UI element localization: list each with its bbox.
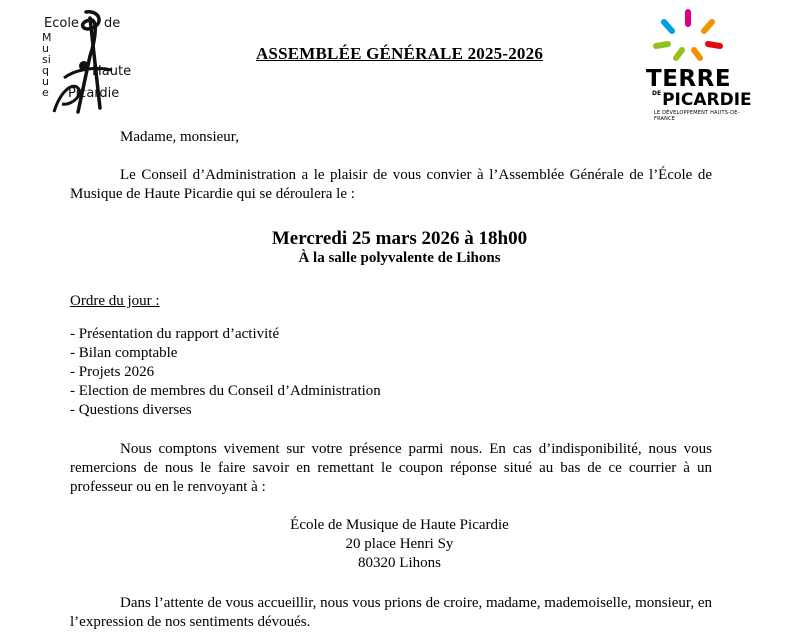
agenda-item: - Projets 2026 [70, 364, 155, 380]
school-logo-picardie: Picardie [68, 86, 120, 101]
closing-paragraph: Dans l’attente de vous accueillir, nous vous prions de croire, madame, mademoiselle, monsieur, en l’expression de nos sentiments dévoués. [70, 595, 712, 630]
region-logo-terre: TERRE [646, 66, 732, 92]
salutation: Madame, monsieur, [120, 129, 239, 145]
region-logo [636, 4, 752, 122]
school-logo-musique: Musique [42, 31, 52, 99]
agenda-list [70, 325, 381, 420]
region-logo-picardie-text: PICARDIE [662, 90, 752, 110]
postal-address [0, 516, 799, 573]
agenda-item: - Questions diverses [70, 402, 192, 418]
event-venue: À la salle polyvalente de Lihons [298, 250, 501, 266]
region-logo-picardie [652, 90, 752, 110]
agenda-item: - Présentation du rapport d’activité [70, 326, 280, 342]
address-street: 20 place Henri Sy [345, 536, 454, 552]
region-logo-de: DE [652, 90, 662, 97]
address-city: 80320 Lihons [358, 555, 441, 571]
page-title: ASSEMBLÉE GÉNÉRALE 2025-2026 [255, 44, 544, 63]
event-date: Mercredi 25 mars 2026 à 18h00 [271, 228, 528, 249]
address-name: École de Musique de Haute Picardie [290, 517, 509, 533]
agenda-heading: Ordre du jour : [70, 293, 160, 309]
agenda-item: - Election de membres du Conseil d’Administration [70, 383, 381, 399]
intro-paragraph: Le Conseil d’Administration a le plaisir de vous convier à l’Assemblée Générale de l’École de Musique de Haute Picardie qui se déroulera le : [70, 167, 712, 202]
agenda-item: - Bilan comptable [70, 345, 178, 361]
school-logo-de: de [104, 16, 121, 31]
presence-paragraph: Nous comptons vivement sur votre présence parmi nous. En cas d’indisponibilité, nous vous remercions de nous le faire savoir en remettant le coupon réponse situé au bas de ce courrier à un professeur ou en le renvoyant à : [70, 441, 712, 495]
region-logo-burst [636, 4, 740, 66]
school-logo-haute: Haute [92, 64, 132, 79]
region-logo-tagline: LE DÉVELOPPEMENT HAUTS-DE-FRANCE [654, 110, 740, 122]
school-logo-ecole: Ecole [44, 16, 79, 31]
